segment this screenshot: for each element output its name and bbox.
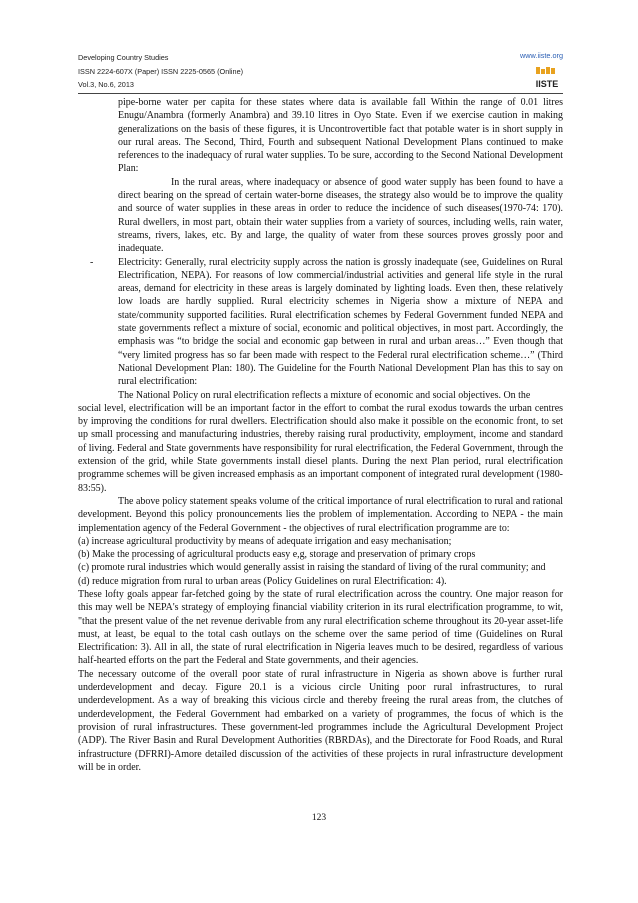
bullet-text: Electricity: Generally, rural electricity supply across the nation is grossly inadequate (see, Guidelines on Rural Electrification, NEPA). For reasons of low commercial/industrial activities and general life style in the rural areas, demand for electricity in these areas is largely dominated by lighting loads. Even then, these relatively low loads are hardly supplied. Rural electricity schemes in Nigeria show a mixture of NEPA and state/community supported facilities. Rural electrification schemes by Federal Government funded NEPA and state governments reflect a mixture of social, economic and political objectives, in most part. Accordingly, the emphasis was “to bridge the social and economic gap between in rural and urban areas…” Even though that “very limited progress has so far been made with respect to the Federal rural electrification scheme…” (Third National Development Plan: 180). The Guideline for the Fourth National Development Plan has this to say on rural electrification: (118, 256, 563, 388)
block-quote: In the rural areas, where inadequacy or absence of good water supply has been found to have a direct bearing on the spread of certain water-borne diseases, the strategy also would be to improve the quality and source of water supplies in these areas in order to reduce the incidence of such diseases(1970-74: 170). Rural dwellers, in most part, obtain their water supplies from a variety of sources, including wells, rain water, streams, rivers, lakes, etc. By and large, the quality of water from these sources proves grossly poor and inadequate. (118, 176, 563, 255)
paragraph: The above policy statement speaks volume of the critical importance of rural electrification to rural and rational development. Beyond this policy pronouncements lies the problem of implementation. According to NEPA - the main implementation agency of the Federal Government - the objectives of rural electrification programme are to: (78, 495, 563, 534)
page-number: 123 (311, 813, 327, 823)
list-item: (d) reduce migration from rural to urban areas (Policy Guidelines on rural Electrification: 4). (78, 575, 447, 587)
running-header (78, 51, 243, 92)
paragraph-policy-first-line: The National Policy on rural electrification reflects a mixture of economic and social objectives. On the (118, 389, 531, 401)
paragraph: These lofty goals appear far-fetched going by the state of rural electrification across the country. One major reason for this may well be NEPA's strategy of employing financial viability criterion in its rural electrification programme, to wit, "that the present value of the net revenue derivable from any rural electrification scheme throughout its 20-year asset-life must, at least, be equal to the total cash outlays on the scheme over the same period of time (Guidelines on Rural Electrification: 3). All in all, the state of rural electrification in Nigeria leaves much to be desired, regardless of various half-hearted efforts on the part the Federal and State governments, and their agencies. (78, 588, 563, 667)
paragraph: The necessary outcome of the overall poor state of rural infrastructure in Nigeria as shown above is further rural underdevelopment and decay. Figure 20.1 is a vicious circle Uniting poor rural infrastructures, to rural underdevelopment. As a way of breaking this vicious circle and thereby freeing the rural areas from, the clutches of underdevelopment, the Federal Government had embarked on a variety of programmes, the focus of which is the provision of rural infrastructures. These government-led programmes include the Agricultural Development Project (ADP). The River Basin and Rural Development Authorities (RBRDAs), and the Directorate for Food Roads, and Rural infrastructure (DFRRI)-Amore detailed discussion of the activities of these projects in rural infrastructure development will be in order. (78, 668, 563, 773)
journal-volume: Vol.3, No.6, 2013 (78, 80, 134, 89)
list-item: (b) Make the processing of agricultural products easy e,g, storage and preservation of primary crops (78, 549, 476, 561)
journal-issn: ISSN 2224-607X (Paper) ISSN 2225-0565 (Online) (78, 66, 244, 76)
header-divider (78, 93, 563, 94)
paragraph: pipe-borne water per capita for these states where data is available fall Within the range of 0.01 litres Enugu/Anambra (formerly Anambra) and 39.10 litres in Oyo State. Even if we exercise caution in making generalizations on the basis of these figures, it is Uncontrovertible fact that potable water is in short supply in our rural areas. The Second, Third, Fourth and subsequent National Development Plans continued to make references to the inadequacy of rural water supplies. To be sure, according to the Second National Development Plan: (118, 97, 563, 175)
list-item: (c) promote rural industries which would generally assist in raising the standard of living of the rural community; and (78, 562, 546, 574)
paragraph-policy: social level, electrification will be an important factor in the effort to combat the rural exodus towards the urban centres by improving the conditions for rural dwellers. Electrification should also make it possible on the economic front, to set up small processing and manufacturing industries, thereby raising rural productivity, employment, income and standard of living. Federal and State governments have responsibility for rural electrification, the Federal Government, through the extension of the grid, while State governments install diesel plants. During the next Plan period, rural electrification programme schemes will be given increased emphasis as an important component of integrated rural development (1980-83:55). (78, 402, 563, 494)
iiste-logo-icon (534, 67, 560, 91)
article-body (78, 96, 563, 774)
logo-text: IISTE (535, 79, 559, 89)
bullet-item-electricity (90, 256, 563, 389)
journal-name: Developing Country Studies (78, 53, 169, 62)
bullet-dash: - (90, 256, 94, 268)
journal-url-link[interactable]: www.iiste.org (520, 51, 563, 60)
list-item: (a) increase agricultural productivity by means of adequate irrigation and easy mechanisation; (78, 535, 452, 547)
